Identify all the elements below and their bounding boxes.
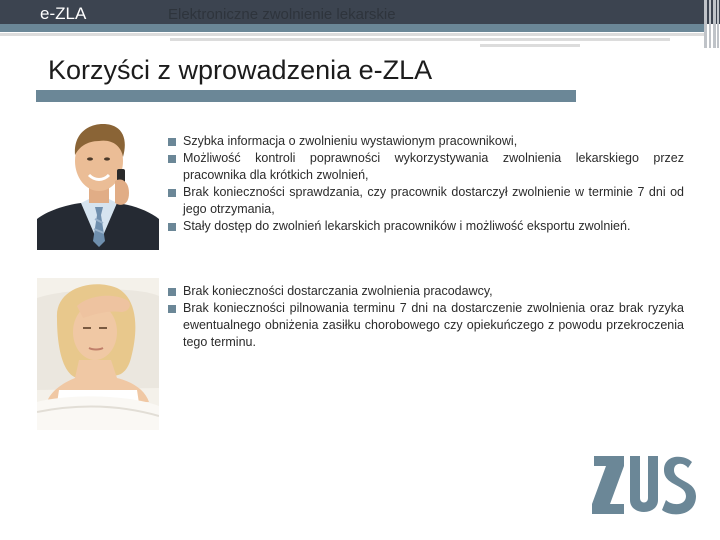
header-accent-stripe	[0, 24, 706, 32]
list-item	[168, 150, 684, 184]
list-item	[168, 218, 684, 235]
zus-logo	[588, 452, 698, 518]
employer-benefits-list	[168, 133, 684, 235]
bullet-square-icon	[168, 305, 176, 313]
sick-woman-in-bed-photo	[37, 278, 159, 430]
bullet-text: Brak konieczności pilnowania terminu 7 dni na dostarczenie zwolnienia oraz brak ryzyka ewentualnego obniżenia zasiłku chorobowego czy opiekuńczego z powodu przekroczenia tego terminu.	[183, 301, 684, 349]
title-underline-bar	[36, 90, 576, 102]
bullet-square-icon	[168, 138, 176, 146]
decorative-bars	[704, 0, 720, 48]
list-item	[168, 283, 684, 300]
header-subtitle: Elektroniczne zwolnienie lekarskie	[168, 6, 396, 23]
header-divider	[170, 38, 670, 41]
list-item	[168, 184, 684, 218]
list-item	[168, 133, 684, 150]
slide-title: Korzyści z wprowadzenia e-ZLA	[48, 55, 433, 85]
bullet-text: Możliwość kontroli poprawności wykorzystywania zwolnienia lekarskiego przez pracownika dla krótkich zwolnień,	[183, 151, 684, 182]
bullet-square-icon	[168, 223, 176, 231]
bullet-text: Szybka informacja o zwolnieniu wystawionym pracownikowi,	[183, 134, 518, 148]
app-title: e-ZLA	[40, 4, 87, 23]
bullet-square-icon	[168, 155, 176, 163]
bullet-text: Stały dostęp do zwolnień lekarskich pracowników i możliwość eksportu zwolnień.	[183, 219, 631, 233]
bullet-square-icon	[168, 189, 176, 197]
bullet-text: Brak konieczności sprawdzania, czy pracownik dostarczył zwolnienie w terminie 7 dni od jego otrzymania,	[183, 185, 684, 216]
bullet-text: Brak konieczności dostarczania zwolnienia pracodawcy,	[183, 284, 493, 298]
list-item	[168, 300, 684, 351]
patient-benefits-list	[168, 283, 684, 351]
header-divider	[480, 44, 580, 47]
bullet-square-icon	[168, 288, 176, 296]
header-divider	[0, 33, 706, 36]
header-bar	[0, 0, 720, 24]
businessman-on-phone-photo	[37, 119, 159, 250]
